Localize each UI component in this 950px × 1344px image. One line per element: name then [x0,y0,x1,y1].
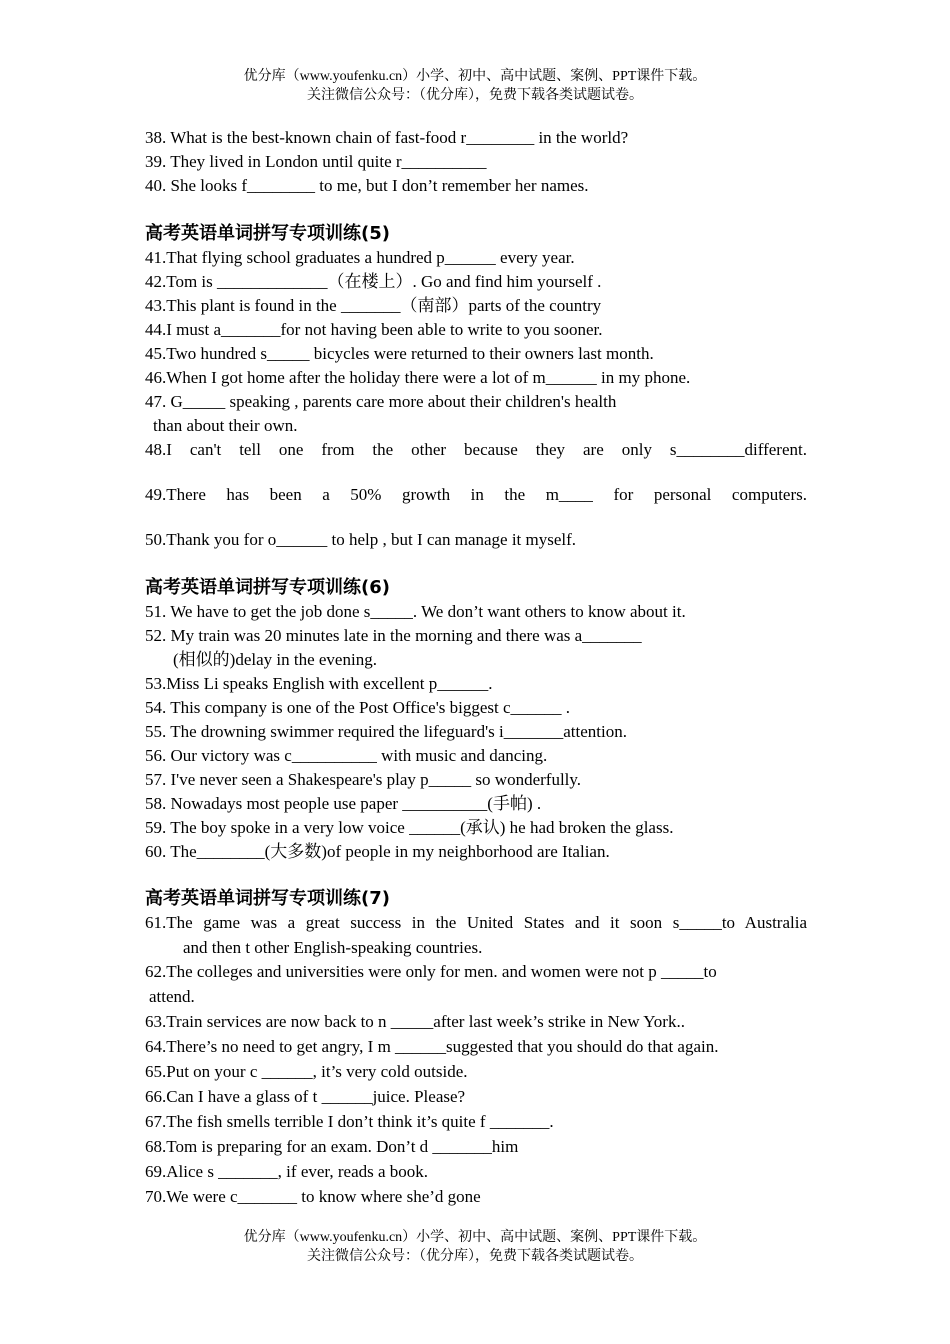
question-62-continued: attend. [149,987,195,1006]
question-56: 56. Our victory was c__________ with music and dancing. [145,746,548,765]
question-43: 43.This plant is found in the _______（南部）parts of the country [145,296,602,315]
header-line-2: 关注微信公众号：（优分库），免费下载各类试题试卷。 [307,88,643,103]
question-63: 63.Train services are now back to n _____after last week’s strike in New York.. [145,1012,685,1031]
header-line-1: 优分库（www.youfenku.cn）小学、初中、高中试题、案例、PPT课件下载。 [243,69,707,84]
question-64: 64.There’s no need to get angry, I m ______suggested that you should do that again. [145,1037,719,1056]
question-66: 66.Can I have a glass of t ______juice. Please? [145,1087,466,1106]
question-42: 42.Tom is _____________（在楼上）. Go and find him yourself . [145,272,602,291]
question-47: 47. G_____ speaking , parents care more about their children's health [145,392,617,411]
page-header [0,67,950,105]
question-45: 45.Two hundred s_____ bicycles were returned to their owners last month. [145,344,654,363]
question-49: 49.There has been a 50% growth in the m____ for personal computers. [145,485,807,504]
footer-line-1: 优分库（www.youfenku.cn）小学、初中、高中试题、案例、PPT课件下载。 [243,1230,707,1245]
section-title-7: 高考英语单词拼写专项训练(7) [145,888,390,909]
question-51: 51. We have to get the job done s_____. We don’t want others to know about it. [145,602,686,621]
question-69: 69.Alice s _______, if ever, reads a book. [145,1162,429,1181]
question-50: 50.Thank you for o______ to help , but I can manage it myself. [145,530,577,549]
question-57: 57. I've never seen a Shakespeare's play p_____ so wonderfully. [145,770,582,789]
section-title-5: 高考英语单词拼写专项训练(5) [145,223,390,244]
question-52: 52. My train was 20 minutes late in the morning and there was a_______ [145,626,642,645]
question-53: 53.Miss Li speaks English with excellent p______. [145,674,493,693]
question-68: 68.Tom is preparing for an exam. Don’t d _______him [145,1137,519,1156]
question-58: 58. Nowadays most people use paper __________(手帕) . [145,794,542,813]
page-footer [0,1228,950,1266]
question-61-continued: and then t other English-speaking countries. [183,938,483,957]
question-54: 54. This company is one of the Post Office's biggest c______ . [145,698,571,717]
question-44: 44.I must a_______for not having been able to write to you sooner. [145,320,603,339]
question-48: 48.I can't tell one from the other because they are only s________different. [145,440,807,459]
footer-line-2: 关注微信公众号：（优分库），免费下载各类试题试卷。 [307,1249,643,1264]
question-67: 67.The fish smells terrible I don’t think it’s quite f _______. [145,1112,554,1131]
question-52-continued: (相似的)delay in the evening. [173,650,377,669]
question-55: 55. The drowning swimmer required the lifeguard's i_______attention. [145,722,627,741]
question-38: 38. What is the best-known chain of fast-food r________ in the world? [145,128,629,147]
question-62: 62.The colleges and universities were only for men. and women were not p _____to [145,962,717,981]
question-61: 61.The game was a great success in the United States and it soon s_____to Australia [145,913,807,932]
question-39: 39. They lived in London until quite r__________ [145,152,487,171]
question-59: 59. The boy spoke in a very low voice ______(承认) he had broken the glass. [145,818,674,837]
question-40: 40. She looks f________ to me, but I don’t remember her names. [145,176,589,195]
question-47-continued: than about their own. [153,416,298,435]
question-46: 46.When I got home after the holiday there were a lot of m______ in my phone. [145,368,691,387]
question-60: 60. The________(大多数)of people in my neighborhood are Italian. [145,842,610,861]
section-title-6: 高考英语单词拼写专项训练(6) [145,577,390,598]
question-70: 70.We were c_______ to know where she’d gone [145,1187,481,1206]
question-41: 41.That flying school graduates a hundred p______ every year. [145,248,575,267]
question-65: 65.Put on your c ______, it’s very cold outside. [145,1062,468,1081]
